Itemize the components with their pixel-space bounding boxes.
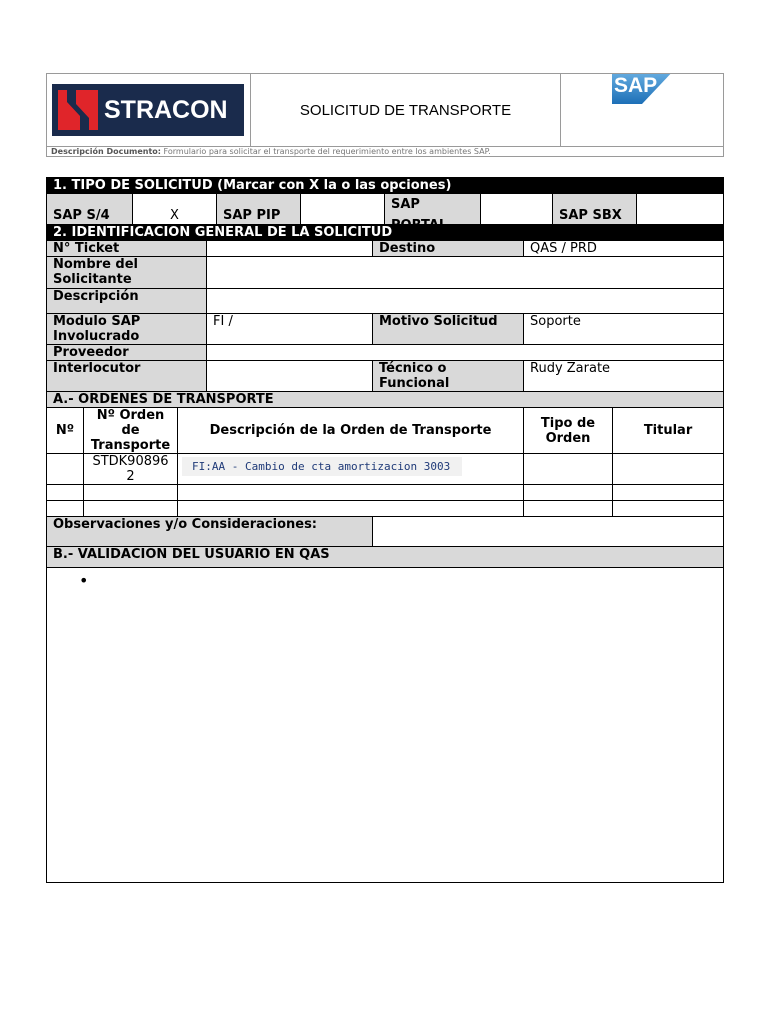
descripcion-field[interactable]: [207, 289, 724, 314]
modulo-field[interactable]: FI /: [207, 314, 373, 345]
orders-title: A.- ORDENES DE TRANSPORTE: [47, 392, 724, 408]
order-num-cell[interactable]: [47, 485, 84, 501]
tecnico-field[interactable]: Rudy Zarate: [524, 361, 724, 392]
tecnico-label: Técnico o Funcional: [373, 361, 524, 392]
page-title: SOLICITUD DE TRANSPORTE: [251, 74, 561, 147]
description-label: Descripción Documento:: [51, 147, 161, 156]
order-owner-cell[interactable]: [613, 454, 724, 485]
bullet-point: •: [79, 571, 89, 590]
motivo-field[interactable]: Soporte: [524, 314, 724, 345]
ticket-label: N° Ticket: [47, 241, 207, 257]
solicitante-label: Nombre del Solicitante: [47, 257, 207, 289]
ticket-field[interactable]: [207, 241, 373, 257]
order-description-cell[interactable]: [178, 501, 524, 517]
document-header: [46, 73, 724, 157]
interlocutor-field[interactable]: [207, 361, 373, 392]
proveedor-label: Proveedor: [47, 345, 207, 361]
validation-area[interactable]: [47, 568, 724, 883]
order-num-cell[interactable]: [47, 454, 84, 485]
orders-header-num: Nº: [47, 408, 84, 454]
option-checkbox-sap-s4[interactable]: X: [133, 194, 217, 237]
proveedor-field[interactable]: [207, 345, 724, 361]
solicitante-field[interactable]: [207, 257, 724, 289]
order-number-cell[interactable]: [84, 501, 178, 517]
table-row: [47, 454, 724, 485]
option-label-sap-sbx: SAP SBX: [553, 194, 637, 237]
order-description-cell[interactable]: [178, 454, 524, 485]
stracon-logo: [52, 84, 244, 136]
order-type-cell[interactable]: [524, 454, 613, 485]
destino-label: Destino: [373, 241, 524, 257]
order-num-cell[interactable]: [47, 501, 84, 517]
orders-header-owner: Titular: [613, 408, 724, 454]
identification-section: [46, 224, 724, 883]
order-number-cell[interactable]: [84, 485, 178, 501]
orders-header-type: Tipo de Orden: [524, 408, 613, 454]
order-description-cell[interactable]: [178, 485, 524, 501]
sap-logo-cell: [561, 74, 724, 147]
destino-field[interactable]: QAS / PRD: [524, 241, 724, 257]
order-number-cell[interactable]: STDK908962: [84, 454, 178, 485]
order-type-cell[interactable]: [524, 501, 613, 517]
order-owner-cell[interactable]: [613, 485, 724, 501]
section-2-title: 2. IDENTIFICACION GENERAL DE LA SOLICITUD: [47, 225, 724, 241]
table-row: [47, 501, 724, 517]
order-type-cell[interactable]: [524, 485, 613, 501]
observations-label: Observaciones y/o Consideraciones:: [47, 517, 373, 547]
modulo-label: Modulo SAP Involucrado: [47, 314, 207, 345]
validation-title: B.- VALIDACION DEL USUARIO EN QAS: [47, 547, 724, 568]
sap-logo: [612, 74, 676, 105]
company-logo-text: STRACON: [104, 95, 228, 124]
option-label-sap-portal: SAP: [385, 194, 481, 237]
description-text: Formulario para solicitar el transporte del requerimiento entre los ambientes SAP.: [163, 147, 491, 156]
orders-header-description: Descripción de la Orden de Transporte: [178, 408, 524, 454]
descripcion-label: Descripción: [47, 289, 207, 314]
stracon-mark-icon: [58, 90, 98, 130]
company-logo-cell: [47, 74, 251, 147]
observations-field[interactable]: [373, 517, 724, 547]
order-owner-cell[interactable]: [613, 501, 724, 517]
interlocutor-label: Interlocutor: [47, 361, 207, 392]
section-1-title: 1. TIPO DE SOLICITUD (Marcar con X la o las opciones): [47, 178, 724, 194]
order-description-text: FI:AA - Cambio de cta amortizacion 3003: [182, 457, 462, 476]
option-label-sap-pip: SAP PIP: [217, 194, 301, 237]
option-label-sap-s4: SAP S/4: [47, 194, 133, 237]
table-row: [47, 485, 724, 501]
sap-logo-text: SAP: [614, 74, 658, 97]
document-description: [47, 147, 724, 157]
orders-header-order: Nº Orden de Transporte: [84, 408, 178, 454]
motivo-label: Motivo Solicitud: [373, 314, 524, 345]
